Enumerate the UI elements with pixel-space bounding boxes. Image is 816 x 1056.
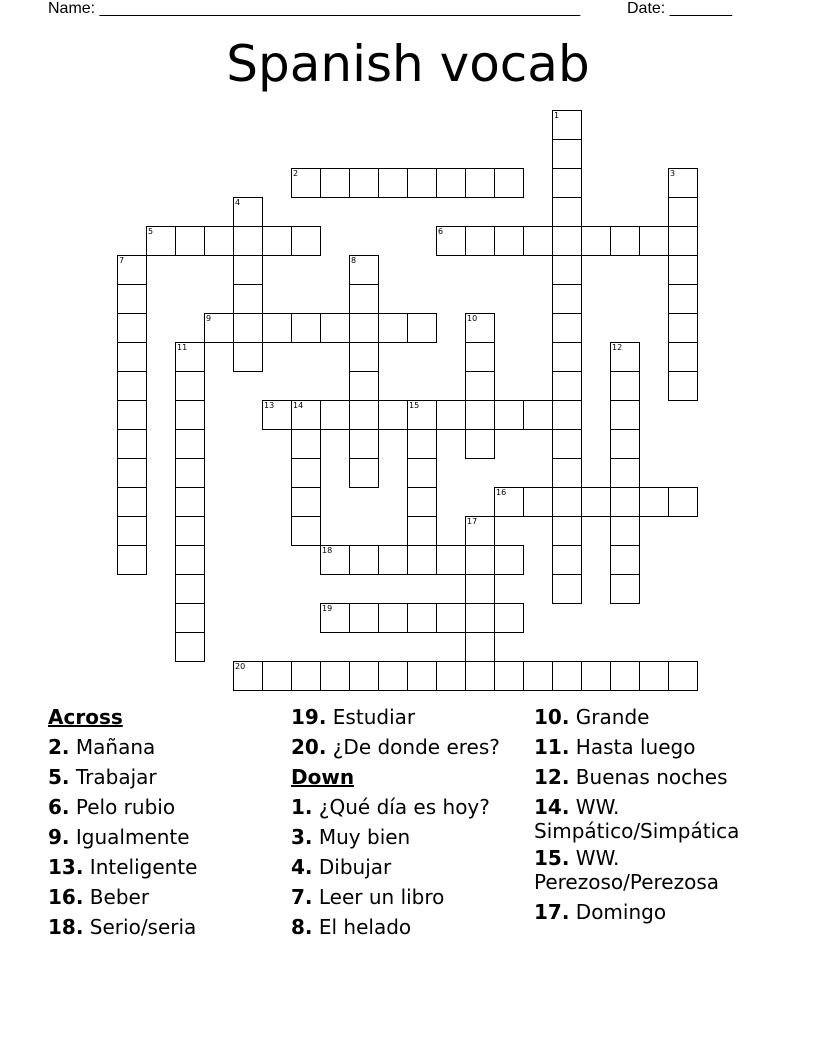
date-field-label: Date: _______ [627, 0, 732, 17]
grid-cell [233, 226, 263, 256]
down-heading: Down [291, 765, 355, 789]
grid-cell [117, 313, 147, 343]
grid-cell [610, 342, 640, 372]
clue-across-6: 6. Pelo rubio [48, 795, 176, 819]
grid-cell [465, 342, 495, 372]
grid-cell [407, 313, 437, 343]
grid-cell [117, 458, 147, 488]
grid-cell [407, 545, 437, 575]
grid-cell [175, 429, 205, 459]
clue-down-3: 3. Muy bien [291, 825, 411, 849]
grid-cell [407, 168, 437, 198]
clue-column-2 [291, 702, 526, 942]
grid-cell [552, 110, 582, 140]
grid-cell [552, 458, 582, 488]
grid-cell [117, 429, 147, 459]
clue-number: 4 [235, 198, 241, 207]
grid-cell [407, 487, 437, 517]
grid-cell [610, 487, 640, 517]
grid-cell [407, 400, 437, 430]
grid-cell [233, 342, 263, 372]
grid-cell [610, 661, 640, 691]
grid-cell [494, 545, 524, 575]
grid-cell [465, 168, 495, 198]
clue-number: 9 [206, 314, 212, 323]
grid-cell [291, 516, 321, 546]
clue-down-15: 15. WW. Perezoso/Perezosa [534, 846, 720, 894]
grid-cell [407, 458, 437, 488]
page-title: Spanish vocab [226, 35, 590, 93]
grid-cell [552, 400, 582, 430]
grid-cell [494, 226, 524, 256]
grid-cell [610, 400, 640, 430]
grid-cell [175, 603, 205, 633]
grid-cell [349, 545, 379, 575]
grid-cell [291, 487, 321, 517]
grid-cell [175, 342, 205, 372]
grid-cell [465, 400, 495, 430]
grid-cell [117, 400, 147, 430]
clue-across-19: 19. Estudiar [291, 705, 416, 729]
grid-cell [262, 400, 292, 430]
clue-across-5: 5. Trabajar [48, 765, 157, 789]
grid-cell [668, 342, 698, 372]
grid-cell [436, 661, 466, 691]
clue-number: 2 [293, 169, 299, 178]
grid-cell [407, 603, 437, 633]
grid-cell [349, 429, 379, 459]
grid-cell [349, 400, 379, 430]
grid-cell [552, 197, 582, 227]
grid-cell [552, 313, 582, 343]
grid-cell [465, 313, 495, 343]
grid-cell [610, 458, 640, 488]
clue-number: 18 [322, 546, 333, 555]
clue-across-9: 9. Igualmente [48, 825, 190, 849]
clue-number: 1 [554, 111, 560, 120]
grid-cell [320, 661, 350, 691]
grid-cell [668, 371, 698, 401]
clue-column-1 [48, 702, 278, 942]
grid-cell [552, 168, 582, 198]
across-heading: Across [48, 705, 123, 729]
grid-cell [552, 371, 582, 401]
grid-cell [668, 313, 698, 343]
grid-cell [378, 400, 408, 430]
clue-down-4: 4. Dibujar [291, 855, 392, 879]
grid-cell [320, 603, 350, 633]
grid-cell [465, 516, 495, 546]
grid-cell [233, 197, 263, 227]
grid-cell [349, 284, 379, 314]
grid-cell [436, 400, 466, 430]
grid-cell [349, 342, 379, 372]
grid-cell [610, 429, 640, 459]
grid-cell [175, 458, 205, 488]
grid-cell [668, 661, 698, 691]
grid-cell [146, 226, 176, 256]
grid-cell [552, 255, 582, 285]
grid-cell [465, 603, 495, 633]
grid-cell [378, 661, 408, 691]
grid-cell [175, 545, 205, 575]
grid-cell [291, 400, 321, 430]
grid-cell [465, 371, 495, 401]
grid-cell [349, 255, 379, 285]
grid-cell [349, 313, 379, 343]
grid-cell [465, 661, 495, 691]
clue-down-12: 12. Buenas noches [534, 765, 728, 789]
grid-cell [117, 284, 147, 314]
grid-cell [117, 371, 147, 401]
grid-cell [349, 603, 379, 633]
clue-number: 20 [235, 662, 246, 671]
grid-cell [175, 371, 205, 401]
grid-cell [320, 313, 350, 343]
clue-number: 19 [322, 604, 333, 613]
grid-cell [349, 458, 379, 488]
grid-cell [407, 516, 437, 546]
grid-cell [175, 400, 205, 430]
grid-cell [552, 429, 582, 459]
grid-cell [668, 487, 698, 517]
clue-across-2: 2. Mañana [48, 735, 156, 759]
grid-cell [581, 661, 611, 691]
grid-cell [233, 255, 263, 285]
grid-cell [465, 574, 495, 604]
clue-number: 11 [177, 343, 188, 352]
grid-cell [407, 429, 437, 459]
clue-down-8: 8. El helado [291, 915, 412, 939]
grid-cell [552, 487, 582, 517]
grid-cell [320, 400, 350, 430]
grid-cell [349, 371, 379, 401]
grid-cell [552, 284, 582, 314]
clue-down-17: 17. Domingo [534, 900, 667, 924]
clue-column-3 [534, 702, 774, 927]
grid-cell [291, 429, 321, 459]
grid-cell [117, 545, 147, 575]
grid-cell [117, 516, 147, 546]
grid-cell [552, 661, 582, 691]
grid-cell [523, 487, 553, 517]
clue-down-1: 1. ¿Qué día es hoy? [291, 795, 490, 819]
grid-cell [233, 284, 263, 314]
grid-cell [291, 458, 321, 488]
grid-cell [436, 226, 466, 256]
name-field-label: Name: ______________________________________________________ [48, 0, 581, 17]
grid-cell [494, 603, 524, 633]
clue-number: 13 [264, 401, 275, 410]
grid-cell [494, 400, 524, 430]
grid-cell [436, 168, 466, 198]
grid-cell [668, 168, 698, 198]
grid-cell [610, 371, 640, 401]
grid-cell [610, 545, 640, 575]
clue-across-16: 16. Beber [48, 885, 150, 909]
grid-cell [668, 284, 698, 314]
grid-cell [610, 574, 640, 604]
grid-cell [204, 313, 234, 343]
grid-cell [494, 487, 524, 517]
clue-number: 8 [351, 256, 357, 265]
clue-number: 17 [467, 517, 478, 526]
clue-number: 6 [438, 227, 444, 236]
grid-cell [175, 574, 205, 604]
grid-cell [581, 487, 611, 517]
grid-cell [639, 661, 669, 691]
grid-cell [291, 168, 321, 198]
clue-number: 10 [467, 314, 478, 323]
clue-number: 14 [293, 401, 304, 410]
grid-cell [291, 226, 321, 256]
grid-cell [610, 226, 640, 256]
clue-down-11: 11. Hasta luego [534, 735, 696, 759]
grid-cell [465, 226, 495, 256]
grid-cell [233, 661, 263, 691]
grid-cell [552, 342, 582, 372]
grid-cell [552, 545, 582, 575]
grid-cell [378, 168, 408, 198]
clue-across-18: 18. Serio/seria [48, 915, 197, 939]
grid-cell [204, 226, 234, 256]
grid-cell [291, 313, 321, 343]
clue-across-13: 13. Inteligente [48, 855, 198, 879]
grid-cell [378, 545, 408, 575]
grid-cell [175, 632, 205, 662]
grid-cell [117, 487, 147, 517]
grid-cell [523, 226, 553, 256]
grid-cell [175, 487, 205, 517]
grid-cell [407, 661, 437, 691]
grid-cell [552, 226, 582, 256]
grid-cell [175, 516, 205, 546]
grid-cell [233, 313, 263, 343]
grid-cell [668, 197, 698, 227]
clue-down-14: 14. WW. Simpático/Simpática [534, 795, 740, 843]
grid-cell [349, 168, 379, 198]
grid-cell [465, 545, 495, 575]
grid-cell [436, 545, 466, 575]
grid-cell [552, 139, 582, 169]
grid-cell [175, 226, 205, 256]
grid-cell [117, 342, 147, 372]
grid-cell [581, 226, 611, 256]
clue-number: 12 [612, 343, 623, 352]
clue-number: 5 [148, 227, 154, 236]
clue-down-7: 7. Leer un libro [291, 885, 445, 909]
grid-cell [552, 574, 582, 604]
grid-cell [465, 632, 495, 662]
grid-cell [262, 226, 292, 256]
grid-cell [668, 255, 698, 285]
grid-cell [639, 487, 669, 517]
clue-number: 15 [409, 401, 420, 410]
grid-cell [639, 226, 669, 256]
grid-cell [349, 661, 379, 691]
grid-cell [378, 603, 408, 633]
grid-cell [378, 313, 408, 343]
clue-number: 3 [670, 169, 676, 178]
grid-cell [552, 516, 582, 546]
clue-number: 16 [496, 488, 507, 497]
grid-cell [262, 313, 292, 343]
grid-cell [494, 661, 524, 691]
clue-down-10: 10. Grande [534, 705, 650, 729]
grid-cell [262, 661, 292, 691]
grid-cell [465, 429, 495, 459]
grid-cell [291, 661, 321, 691]
grid-cell [668, 226, 698, 256]
grid-cell [610, 516, 640, 546]
grid-cell [523, 400, 553, 430]
grid-cell [436, 603, 466, 633]
grid-cell [117, 255, 147, 285]
clue-across-20: 20. ¿De donde eres? [291, 735, 500, 759]
grid-cell [320, 168, 350, 198]
grid-cell [494, 168, 524, 198]
grid-cell [320, 545, 350, 575]
grid-cell [523, 661, 553, 691]
clue-number: 7 [119, 256, 125, 265]
